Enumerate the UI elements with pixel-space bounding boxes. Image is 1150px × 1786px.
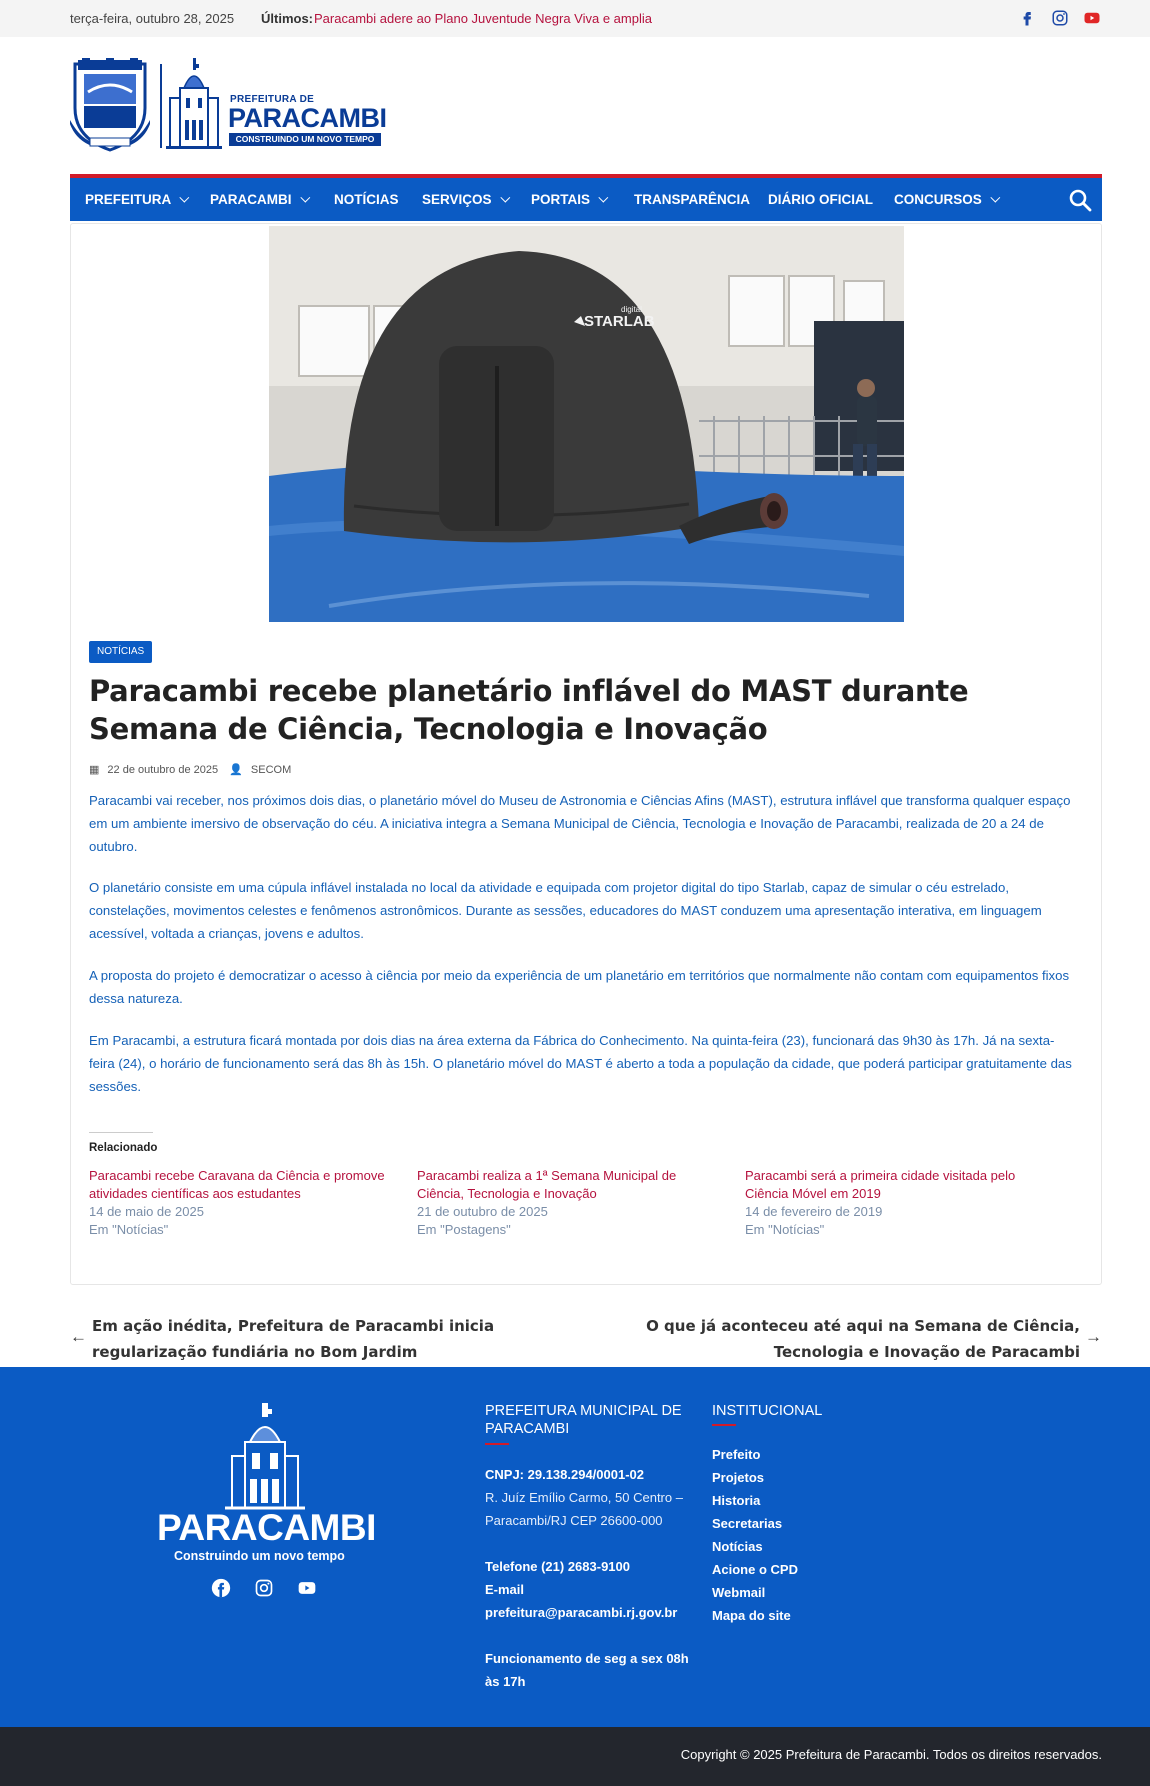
facebook-icon[interactable] [211,1578,231,1598]
nav-item-noticias[interactable]: NOTÍCIAS [334,192,399,207]
related-post [417,1167,717,1239]
related-post-link[interactable]: Paracambi recebe Caravana da Ciência e promove atividades científicas aos estudantes [89,1168,385,1201]
related-heading: Relacionado [89,1132,153,1154]
latest-news-link[interactable]: Paracambi adere ao Plano Juventude Negra Viva e amplia [314,11,652,26]
article-paragraph: Em Paracambi, a estrutura ficará montada por dois dias na área externa da Fábrica do Conhecimento. Na quinta-feira (23), funcionará das 9h30 às 17h. Já na sexta-feira (24), o horário de funcionamento será das 8h às 15h. O planetário móvel do MAST é aberto a toda a população da cidade, que poderá participar gratuitamente das sessões. [89,1033,1072,1094]
latest-label: Últimos: [261,11,313,26]
nav-item-concursos[interactable]: CONCURSOS [894,178,996,221]
footer-heading-underline [712,1424,736,1426]
article-paragraph: O planetário consiste em uma cúpula inflável instalada no local da atividade e equipada com projetor digital do tipo Starlab, capaz de simular o céu estrelado, constelações, movimentos celestes e fenômenos astronômicos. Durante as sessões, educadores do MAST conduzem uma apresentação interativa, em linguagem acessível, voltada a crianças, jovens e adultos. [89,880,1042,941]
related-post [745,1167,1045,1239]
calendar-icon: ▦ [89,764,100,776]
article-title: Paracambi recebe planetário inflável do MAST durante Semana de Ciência, Tecnologia e Inovação [89,674,969,746]
current-date: terça-feira, outubro 28, 2025 [70,11,235,26]
chevron-down-icon [598,193,608,203]
footer-links [712,1443,798,1627]
chevron-down-icon [500,193,510,203]
related-post-date: 21 de outubro de 2025 [417,1204,548,1219]
chevron-down-icon [300,193,310,203]
logo-city-name: PARACAMBI [228,103,387,133]
facebook-icon[interactable] [1018,9,1036,27]
footer-link[interactable]: Webmail [712,1585,766,1600]
related-post-category: Em "Notícias" [89,1222,169,1237]
footer-link[interactable]: Historia [712,1493,761,1508]
previous-post-link[interactable]: Em ação inédita, Prefeitura de Paracambi inicia regularização fundiária no Bom Jardim [92,1317,495,1361]
next-post-link[interactable]: O que já aconteceu até aqui na Semana de Ciência, Tecnologia e Inovação de Paracambi [646,1317,1080,1361]
footer-phone: Telefone (21) 2683-9100 [485,1559,630,1574]
article-author[interactable]: SECOM [250,764,292,776]
footer-heading-underline [485,1443,509,1445]
instagram-icon[interactable] [1051,9,1069,27]
nav-item-portais[interactable]: PORTAIS [531,178,604,221]
main-navigation [70,174,1102,221]
article-meta [89,763,299,776]
footer-col-title: INSTITUCIONAL [712,1403,823,1419]
starlab-logo-text: STARLAB [584,313,655,330]
starlab-logo-digital: digital [621,305,642,314]
footer-hours: Funcionamento de seg a sex 08h às 17h [485,1651,689,1689]
top-bar [0,0,1150,37]
footer-col-title: PREFEITURA MUNICIPAL DE PARACAMBI [485,1403,682,1437]
footer-address: R. Juíz Emílio Carmo, 50 Centro – Paracambi/RJ CEP 26600-000 [485,1490,683,1528]
youtube-icon[interactable] [297,1578,317,1598]
copyright-text: Copyright © 2025 Prefeitura de Paracambi. Todos os direitos reservados. [680,1747,1102,1762]
related-post-link[interactable]: Paracambi será a primeira cidade visitada pelo Ciência Móvel em 2019 [745,1168,1016,1201]
related-post-link[interactable]: Paracambi realiza a 1ª Semana Municipal de Ciência, Tecnologia e Inovação [417,1168,677,1201]
chevron-down-icon [180,193,190,203]
nav-item-servicos[interactable]: SERVIÇOS [422,178,506,221]
nav-item-paracambi[interactable]: PARACAMBI [210,178,306,221]
featured-image [269,226,904,622]
user-icon: 👤 [229,764,243,776]
related-post-category: Em "Postagens" [417,1222,511,1237]
youtube-icon[interactable] [1083,9,1101,27]
instagram-icon[interactable] [254,1578,274,1598]
arrow-right-icon: → [1085,1327,1102,1346]
footer-logo-name: PARACAMBI [157,1507,376,1548]
footer-contact [485,1463,695,1693]
article-paragraph: A proposta do projeto é democratizar o acesso à ciência por meio da experiência de um planetário em territórios que normalmente não contam com equipamentos fixos dessa natureza. [89,968,1070,1006]
footer-logo-tagline: Construindo um novo tempo [174,1549,345,1563]
article-paragraph: Paracambi vai receber, nos próximos dois dias, o planetário móvel do Museu de Astronomia e Ciências Afins (MAST), estrutura inflável que transforma qualquer espaço em um ambiente imersivo de observação do céu. A iniciativa integra a Semana Municipal de Ciência, Tecnologia e Inovação de Paracambi, realizada de 20 a 24 de outubro. [89,793,1071,854]
footer-cnpj: CNPJ: 29.138.294/0001-02 [485,1467,645,1482]
related-post-category: Em "Notícias" [745,1222,825,1237]
search-icon[interactable] [1068,188,1092,212]
category-badge[interactable]: NOTÍCIAS [89,641,152,663]
planetarium-photo [269,226,904,622]
chevron-down-icon [990,193,1000,203]
footer-link[interactable]: Prefeito [712,1447,761,1462]
footer-email[interactable]: prefeitura@paracambi.rj.gov.br [485,1605,678,1620]
footer-link[interactable]: Acione o CPD [712,1562,798,1577]
nav-item-prefeitura[interactable]: PREFEITURA [85,178,185,221]
logo-tagline: CONSTRUINDO UM NOVO TEMPO [229,133,381,146]
nav-item-transparencia[interactable]: TRANSPARÊNCIA [634,192,751,207]
logo-prefix: PREFEITURA DE [230,94,315,105]
related-post [89,1167,389,1239]
nav-item-diario-oficial[interactable]: DIÁRIO OFICIAL [768,192,873,207]
article-date[interactable]: 22 de outubro de 2025 [107,764,219,776]
arrow-left-icon: ← [70,1327,87,1346]
footer-link[interactable]: Projetos [712,1470,765,1485]
related-post-date: 14 de maio de 2025 [89,1204,204,1219]
footer-link[interactable]: Mapa do site [712,1608,791,1623]
related-post-date: 14 de fevereiro de 2019 [745,1204,883,1219]
footer-email-label: E-mail [485,1582,525,1597]
footer-link[interactable]: Notícias [712,1539,763,1554]
footer-link[interactable]: Secretarias [712,1516,783,1531]
